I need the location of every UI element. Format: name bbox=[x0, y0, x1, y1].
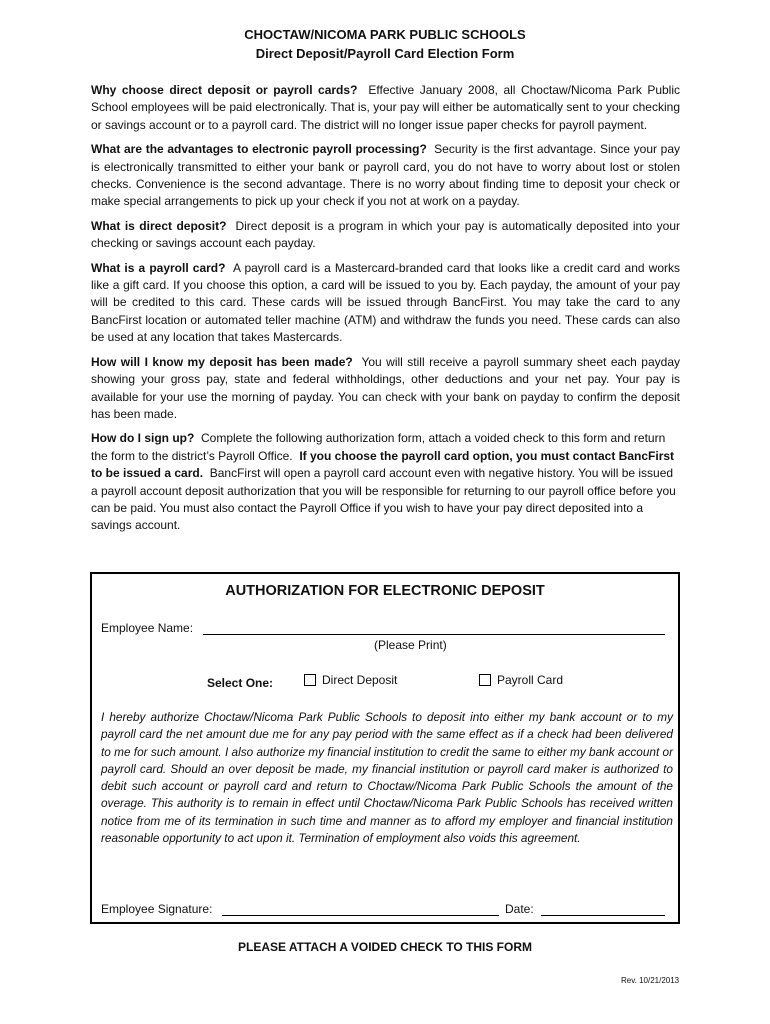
direct-deposit-label: Direct Deposit bbox=[322, 673, 398, 687]
revision-date: Rev. 10/21/2013 bbox=[621, 976, 680, 985]
signup-bold-note: If you choose the payroll card option, you must contact BancFirst to be issued a card. bbox=[91, 448, 675, 481]
direct-deposit-checkbox[interactable] bbox=[304, 674, 316, 686]
signature-field[interactable] bbox=[222, 915, 499, 916]
faq-answer: Direct deposit is a program in which your pay is automatically deposited into your checking or savings account each payday. bbox=[91, 218, 681, 251]
faq-question: What is a payroll card? bbox=[91, 260, 226, 275]
faq-question: What are the advantages to electronic payroll processing? bbox=[91, 142, 427, 157]
authorization-box bbox=[90, 572, 680, 924]
faq-question: Why choose direct deposit or payroll cards? bbox=[91, 83, 358, 97]
faq-item bbox=[91, 354, 680, 424]
faq-question: What is direct deposit? bbox=[91, 218, 227, 233]
faq-item bbox=[91, 260, 680, 347]
faq-answer: Security is the first advantage. Since your pay is electronically transmitted to either your bank or payroll card, you do not have to worry about lost or stolen checks. Convenience is the second advantage. There is no worry about finding time to deposit your check or make special arrangements to pick up your check if you not at work on a payday. bbox=[91, 142, 681, 209]
select-one-label: Select One: bbox=[207, 676, 274, 690]
authorization-title: AUTHORIZATION FOR ELECTRONIC DEPOSIT bbox=[225, 583, 545, 599]
signup-question: How do I sign up? bbox=[91, 431, 195, 446]
faq-question: How will I know my deposit has been made? bbox=[91, 354, 353, 369]
faq-answer: You will still receive a payroll summary sheet each payday showing your gross pay, state and federal withholdings, other deductions and your net pay. Your pay is available for your use the morning of payday. You can check with your bank on payday to confirm the deposit has been made. bbox=[91, 354, 680, 421]
payroll-card-option[interactable] bbox=[479, 673, 563, 687]
form-title: Direct Deposit/Payroll Card Election Form bbox=[255, 46, 515, 61]
signup-text-2: BancFirst will open a payroll card account even with negative history. You will be issued a payroll account deposit authorization that you will be responsible for returning to our payroll office before you can be paid. You must also contact the Payroll Office if you wish to have your pay direct deposited into a savings account. bbox=[91, 466, 676, 533]
signup-text-1: Complete the following authorization form, attach a voided check to this form and return the form to the district’s Payroll Office. bbox=[91, 431, 666, 463]
attach-check-note: PLEASE ATTACH A VOIDED CHECK TO THIS FORM bbox=[237, 940, 532, 954]
employee-name-field[interactable] bbox=[203, 634, 665, 635]
date-field[interactable] bbox=[541, 915, 665, 916]
payroll-card-checkbox[interactable] bbox=[479, 674, 491, 686]
please-print-note: (Please Print) bbox=[374, 638, 447, 652]
signup-item bbox=[91, 430, 680, 534]
faq-item bbox=[91, 141, 680, 211]
signature-label: Employee Signature: bbox=[101, 902, 213, 916]
faq-item bbox=[91, 218, 680, 253]
school-title: CHOCTAW/NICOMA PARK PUBLIC SCHOOLS bbox=[244, 27, 526, 42]
faq-section bbox=[91, 82, 680, 542]
direct-deposit-option[interactable] bbox=[304, 673, 397, 687]
date-label: Date: bbox=[505, 902, 534, 916]
payroll-card-label: Payroll Card bbox=[497, 673, 564, 687]
employee-name-label: Employee Name: bbox=[101, 621, 194, 635]
faq-item bbox=[91, 82, 680, 134]
authorization-text: I hereby authorize Choctaw/Nicoma Park Public Schools to deposit into either my bank account or to my payroll card the net amount due me for any pay period with the same effect as if a check had been delivered to me for such amount. I also authorize my financial institution to credit the same to either my bank account or payroll card. Should an over deposit be made, my financial institution or payroll card maker is authorized to debit such account or payroll card and return to Choctaw/Nicoma Park Public Schools the amount of the overage. This authority is to remain in effect until Choctaw/Nicoma Park Public Schools has received written notice from me of its termination in such time and manner as to afford my employer and financial institution reasonable opportunity to act upon it. Termination of employment also voids this agreement. bbox=[101, 710, 673, 846]
faq-answer: A payroll card is a Mastercard-branded card that looks like a credit card and works like a gift card. If you choose this option, a card will be issued to you by. Each payday, the amount of your pay will be credited to this card. These cards will be issued through BancFirst. You may take the card to any BancFirst location or automated teller machine (ATM) and withdraw the funds you need. These cards can also be used at any location that takes Mastercards. bbox=[91, 260, 680, 345]
faq-answer: Effective January 2008, all Choctaw/Nicoma Park Public School employees will be paid electronically. That is, your pay will either be automatically sent to your checking or savings account or to a payroll card. The district will no longer issue paper checks for payroll payment. bbox=[91, 83, 681, 132]
